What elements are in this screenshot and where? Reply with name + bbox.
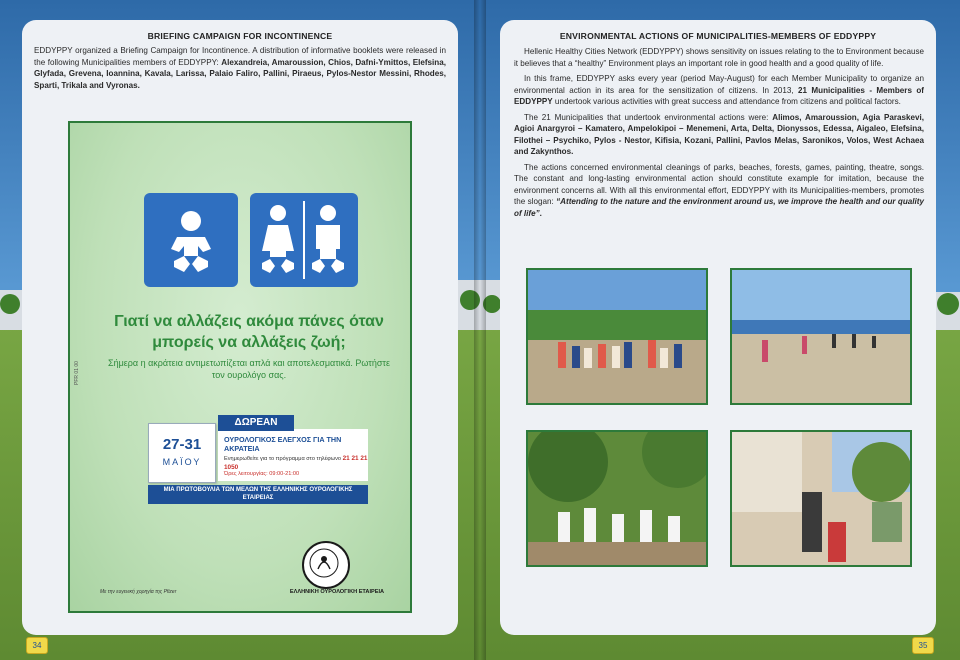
left-heading: BRIEFING CAMPAIGN FOR INCONTINENCE [147,31,333,41]
paragraph-4-end: . [539,208,542,218]
exam-title: ΟΥΡΟΛΟΓΙΚΟΣ ΕΛΕΓΧΟΣ ΓΙΑ ΤΗΝ ΑΚΡΑΤΕΙΑ [224,435,342,453]
adults-icon [250,193,358,287]
photo-street-cleanup [730,430,912,567]
phone-number: 21 21 21 1050 [224,455,368,471]
seal-icon [304,543,348,587]
page-number-left: 34 [26,637,48,654]
municipalities-environment-list: Alimos, Amaroussion, Agia Paraskevi, Agioi Anargyroi – Kamatero, Ampelokipoi – Menemeni, Arta, Delta, Dionyssos, Edessa, Aigaleo, Elefsina, Filothei – Psychiko, Pylos - Nestor, Kifisia, Kozani, Pallini, Pavlos Melas, Saronikos, Volos, West Achaea and Zakynthos. [514,112,924,156]
book-spine [474,0,486,660]
municipalities-list: Alexandreia, Amaroussion, Chios, Dafni-Ymittos, Elefsina, Glyfada, Grevena, Ioannina, Kavala, Larissa, Palaio Faliro, Pallini, Piraeus, Pylos-Nestor Messini, Rhodes, Sparti, Trikala and Vyronas. [34,57,446,90]
calendar-date: 27-31 [162,436,202,453]
initiative-banner: ΜΙΑ ΠΡΩΤΟΒΟΥΛΙΑ ΤΩΝ ΜΕΛΩΝ ΤΗΣ ΕΛΛΗΝΙΚΗΣ ΟΥΡΟΛΟΓΙΚΗΣ ΕΤΑΙΡΕΙΑΣ [148,485,368,504]
paragraph-3-text: The 21 Municipalities that undertook environmental actions were: [524,112,773,122]
poster-subtitle: Σήμερα η ακράτεια αντιμετωπίζεται απλά και αποτελεσματικά. Ρωτήστε τον ουρολόγο σας. [108,358,390,380]
left-page [22,20,458,635]
page-number-right: 35 [912,637,934,654]
exam-info-box [218,417,368,481]
poster-code: PFR 01 00 [74,361,80,385]
paragraph-3 [514,112,924,158]
photo-group-beach [526,268,708,405]
right-heading: ENVIRONMENTAL ACTIONS OF MUNICIPALITIES-MEMBERS OF EDDYPPY [559,31,877,41]
paragraph-4-text: The actions concerned environmental cleanings of parks, beaches, forests, games, painting, theatre, songs. The constant and long-lasting environmental action should constitute example for imitation, because the environment concerns all. With all this environmental effort, EDDYPPY with its Municipalities-members, promotes the slogan: [514,162,924,206]
opening-hours: Ώρες λειτουργίας: 09:00-21:00 [224,471,300,477]
baby-icon [144,193,238,287]
left-intro-text: EDDYPPY organized a Briefing Campaign for Incontinence. A distribution of informative booklets were released in the following Municipalities members of EDDYPPY: [34,46,446,67]
paragraph-1: Hellenic Healthy Cities Network (EDDYPPY) shows sensitivity on issues relating to the to Environment because it believes that a “healthy” Environment plays an important role in good health and a good quality of life. [514,47,924,68]
calendar-month: ΜΑΪΟΥ [162,457,202,467]
paragraph-2-bold: 21 Municipalities - Members of EDDYPPY [514,85,924,106]
left-intro-paragraph [34,45,446,91]
sponsor-note: Με την ευγενική χορηγία της Pfizer [100,589,177,595]
adults-sign [250,193,358,287]
paragraph-2-text: In this frame, EDDYPPY asks every year (period May-August) for each Member Municipality to organize an environmental action in its area for the sensitization of citizens. In 2013, [514,74,924,95]
slogan: “Attending to the nature and the environment around us, we improve the health and our quality of life” [514,197,925,218]
society-name: ΕΛΛΗΝΙΚΗ ΟΥΡΟΛΟΓΙΚΗ ΕΤΑΙΡΕΙΑ [289,589,385,595]
right-page [500,20,936,635]
calendar-graphic [148,423,216,483]
baby-sign [144,193,238,287]
poster-title: Γιατί να αλλάζεις ακόμα πάνες όταν μπορείς να αλλάξεις ζωή; [114,313,384,351]
urological-society-logo [302,541,350,589]
photo-children-park [526,430,708,567]
paragraph-4 [514,162,924,220]
paragraph-2 [514,73,924,108]
exam-phone-line [224,455,368,472]
info-line: Ενημερωθείτε για το πρόγραμμα στο τηλέφωνο [224,456,341,462]
free-tag: ΔΩΡΕΑΝ [218,415,294,431]
paragraph-2-end: undertook various activities with great success and attendance from citizens and political factors. [552,97,901,106]
incontinence-poster [68,121,412,613]
photo-beach-cleanup [730,268,912,405]
